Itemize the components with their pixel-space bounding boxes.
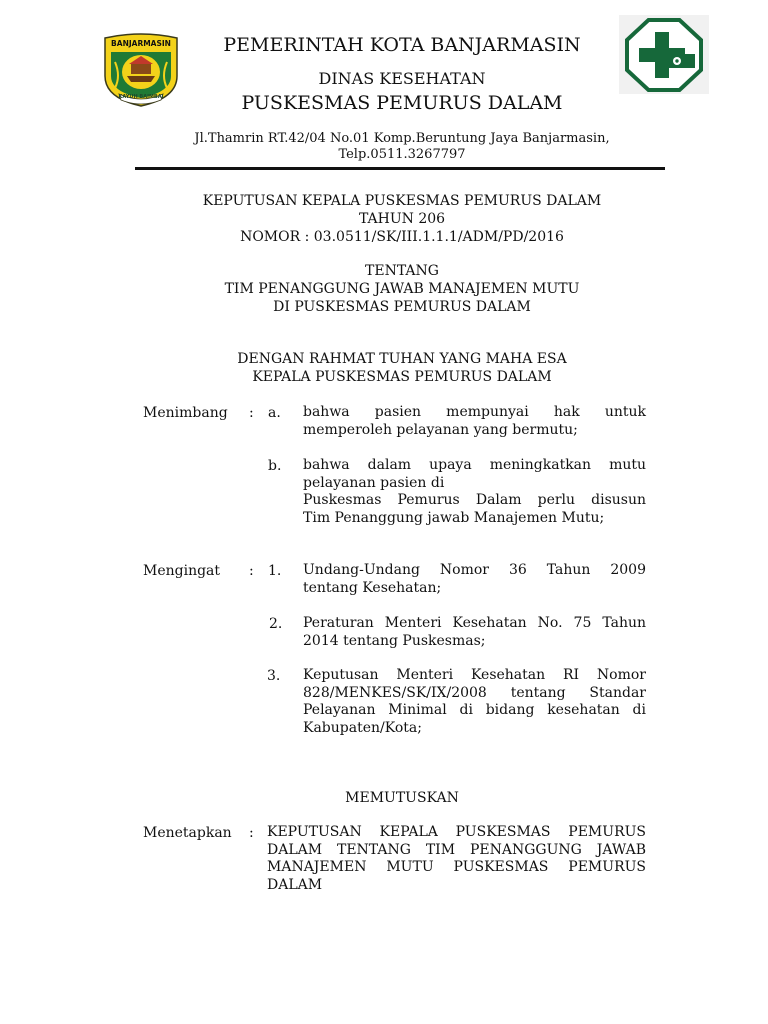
list-item: bahwa dalam upaya meningkatkan mutu pelayanan pasien di Puskesmas Pemurus Dalam perlu disusun Tim Penanggung jawab Manajemen Mutu; [303, 457, 646, 526]
menetapkan-colon: : [249, 825, 254, 841]
menetapkan-text: KEPUTUSAN KEPALA PUSKESMAS PEMURUS DALAM TENTANG TIM PENANGGUNG JAWAB MANAJEMEN MUTU PUSKESMAS PEMURUS DALAM [267, 824, 646, 893]
mengingat-label: Mengingat [143, 563, 221, 579]
list-marker: 2. [269, 616, 283, 632]
list-item: Keputusan Menteri Kesehatan RI Nomor 828/MENKES/SK/IX/2008 tentang Standar Pelayanan Minimal di bidang kesehatan di Kabupaten/Kota; [303, 667, 646, 736]
preamble-line: KEPALA PUSKESMAS PEMURUS DALAM [252, 369, 552, 385]
list-marker: b. [268, 458, 282, 474]
decree-title: KEPUTUSAN KEPALA PUSKESMAS PEMURUS DALAM [202, 193, 602, 209]
decree-year: TAHUN 206 [358, 211, 446, 227]
decree-number: NOMOR : 03.0511/SK/III.1.1.1/ADM/PD/2016 [240, 229, 564, 245]
logo-bottom-text: KAYUH BAIMBAI [118, 94, 164, 100]
menimbang-label: Menimbang [143, 405, 228, 421]
menetapkan-label: Menetapkan [143, 825, 232, 841]
header-government: PEMERINTAH KOTA BANJARMASIN [223, 34, 581, 56]
header-divider [135, 167, 665, 170]
header-phone: Telp.0511.3267797 [338, 147, 466, 162]
preamble-line: DENGAN RAHMAT TUHAN YANG MAHA ESA [237, 351, 567, 367]
subject-line: DI PUSKESMAS PEMURUS DALAM [273, 299, 531, 315]
mengingat-colon: : [249, 563, 254, 579]
menimbang-colon: : [249, 405, 254, 421]
header-organization: PUSKESMAS PEMURUS DALAM [241, 92, 563, 114]
list-marker: 3. [267, 668, 281, 684]
subject-line: TIM PENANGGUNG JAWAB MANAJEMEN MUTU [224, 281, 580, 297]
subject-heading: TENTANG [365, 263, 439, 279]
list-marker: 1. [268, 563, 282, 579]
decision-heading: MEMUTUSKAN [345, 790, 459, 806]
header-address: Jl.Thamrin RT.42/04 No.01 Komp.Beruntung Jaya Banjarmasin, [194, 131, 610, 146]
list-item: bahwa pasien mempunyai hak untuk memperoleh pelayanan yang bermutu; [303, 404, 646, 438]
list-item: Peraturan Menteri Kesehatan No. 75 Tahun 2014 tentang Puskesmas; [303, 615, 646, 649]
logo-top-text: BANJARMASIN [111, 39, 171, 48]
list-marker: a. [268, 405, 281, 421]
header-department: DINAS KESEHATAN [318, 69, 486, 88]
list-item: Undang-Undang Nomor 36 Tahun 2009 tentang Kesehatan; [303, 562, 646, 596]
